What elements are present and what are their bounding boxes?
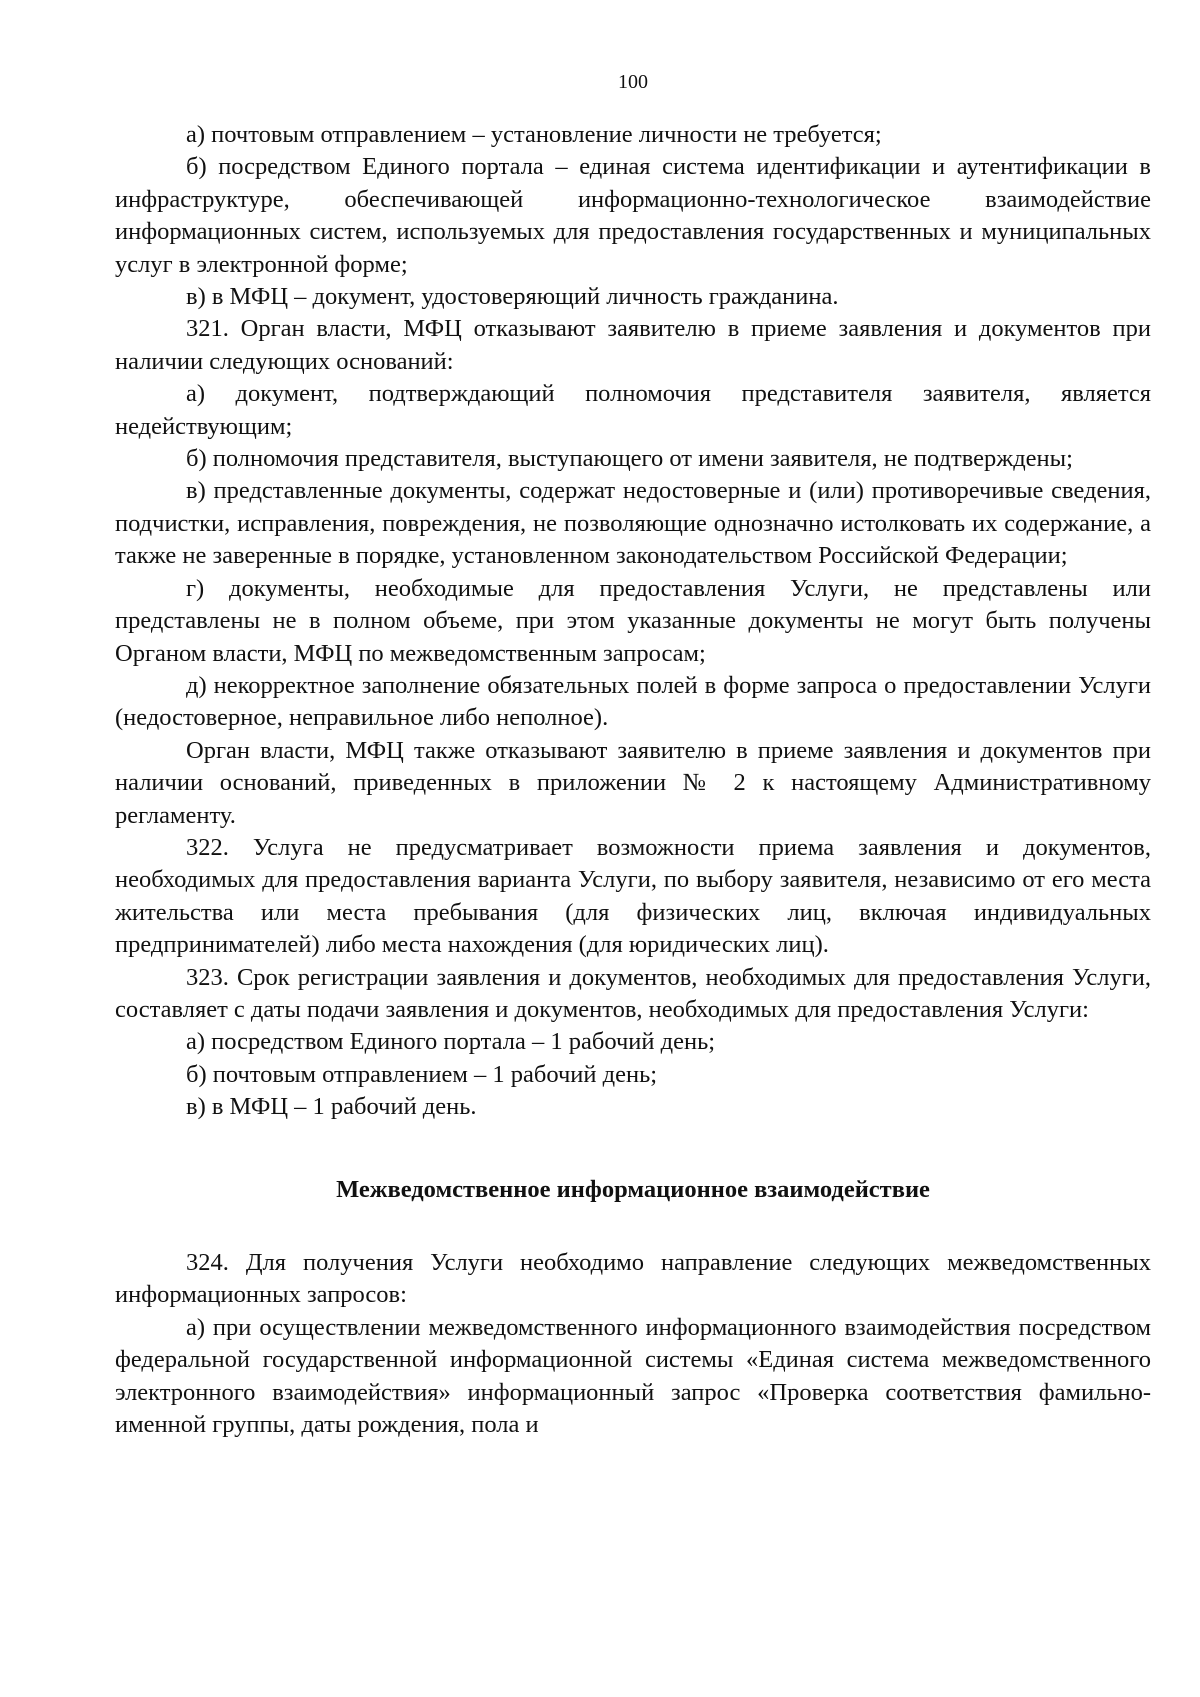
paragraph-322: 322. Услуга не предусматривает возможности приема заявления и документов, необходимых для предоставления варианта Услуги, по выбору заявителя, независимо от его места жительства или места пребывания (для физических лиц, включая индивидуальных предпринимателей) либо места нахождения (для юридических лиц). bbox=[115, 833, 1151, 959]
paragraph-323-a: а) посредством Единого портала – 1 рабочий день; bbox=[186, 1028, 716, 1056]
paragraph-324: 324. Для получения Услуги необходимо направление следующих межведомственных информационных запросов: bbox=[115, 1249, 1151, 1309]
paragraph-item-b-portal: б) посредством Единого портала – единая система идентификации и аутентификации в инфраструктуре, обеспечивающей информационно-технологическое взаимодействие информационных систем, используемых для предоставления государственных и муниципальных услуг в электронной форме; bbox=[115, 153, 1151, 278]
paragraph-321: 321. Орган власти, МФЦ отказывают заявителю в приеме заявления и документов при наличии следующих оснований: bbox=[115, 315, 1151, 375]
paragraph-item-v-mfc: в) в МФЦ – документ, удостоверяющий личность гражданина. bbox=[186, 283, 839, 311]
paragraph-item-a-postal: а) почтовым отправлением – установление личности не требуется; bbox=[186, 121, 882, 148]
paragraph-324-a: а) при осуществлении межведомственного информационного взаимодействия посредством федеральной государственной информационной системы «Единая система межведомственного электронного взаимодействия» информационный запрос «Проверка соответствия фамильно-именной группы, даты рождения, пола и bbox=[115, 1313, 1151, 1439]
document-body bbox=[115, 119, 1151, 1441]
paragraph-321-a: а) документ, подтверждающий полномочия представителя заявителя, является недействующим; bbox=[115, 380, 1151, 440]
paragraph-323-v: в) в МФЦ – 1 рабочий день. bbox=[186, 1093, 477, 1121]
paragraph-323-b: б) почтовым отправлением – 1 рабочий день; bbox=[186, 1060, 658, 1088]
section-heading: Межведомственное информационное взаимодействие bbox=[336, 1175, 930, 1203]
paragraph-321-b: б) полномочия представителя, выступающего от имени заявителя, не подтверждены; bbox=[186, 445, 1073, 473]
paragraph-323: 323. Срок регистрации заявления и документов, необходимых для предоставления Услуги, составляет с даты подачи заявления и документов, необходимых для предоставления Услуги: bbox=[115, 963, 1151, 1023]
paragraph-321-g: г) документы, необходимые для предоставления Услуги, не представлены или представлены не в полном объеме, при этом указанные документы не могут быть получены Органом власти, МФЦ по межведомственным запросам; bbox=[115, 574, 1151, 667]
page-number: 100 bbox=[618, 71, 648, 93]
paragraph-321-v: в) представленные документы, содержат недостоверные и (или) противоречивые сведения, подчистки, исправления, повреждения, не позволяющие однозначно истолковать их содержание, а также не заверенные в порядке, установленном законодательством Российской Федерации; bbox=[115, 477, 1151, 570]
paragraph-321-d: д) некорректное заполнение обязательных полей в форме запроса о предоставлении Услуги (недостоверное, неправильное либо неполное). bbox=[115, 671, 1151, 732]
paragraph-321-additional: Орган власти, МФЦ также отказывают заявителю в приеме заявления и документов при наличии оснований, приведенных в приложении № 2 к настоящему Административному регламенту. bbox=[115, 736, 1151, 829]
